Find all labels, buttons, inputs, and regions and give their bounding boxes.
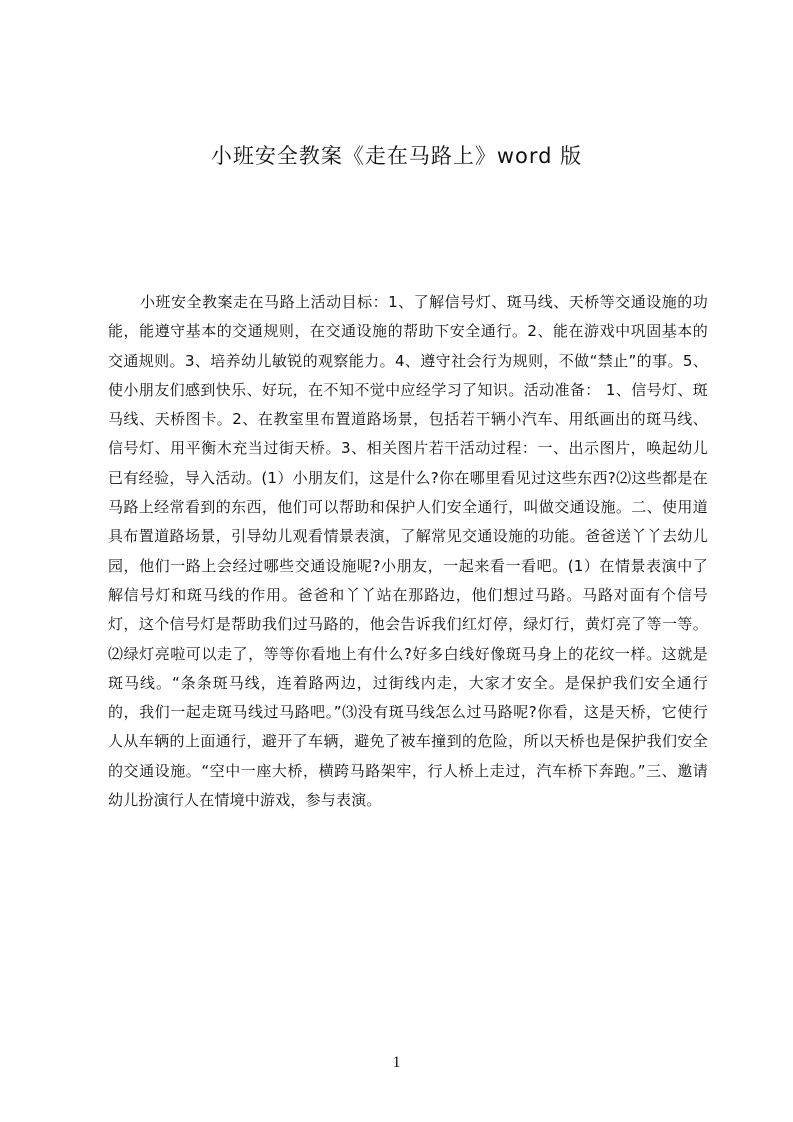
page-number: 1 xyxy=(392,1054,401,1071)
document-title: 小班安全教案《走在马路上》word 版 xyxy=(210,144,583,168)
document-body: 小班安全教案走在马路上活动目标：1、了解信号灯、斑马线、天桥等交通设施的功能，能遵守基本的交通规则，在交通设施的帮助下安全通行。2、能在游戏中巩固基本的交通规则。3、培养幼儿敏锐的观察能力。4、遵守社会行为规则，不做“禁止”的事。5、使小朋友们感到快乐、好玩，在不知不觉中应经学习了知识。活动准备： 1、信号灯、斑马线、天桥图卡。2、在教室里布置道路场景，包括若干辆小汽车、用纸画出的斑马线、信号灯、用平衡木充当过街天桥。3、相关图片若干活动过程：一、出示图片，唤起幼儿已有经验，导入活动。(1）小朋友们，这是什么?你在哪里看见过这些东西?⑵这些都是在马路上经常看到的东西，他们可以帮助和保护人们安全通行，叫做交通设施。二、使用道具布置道路场景，引导幼儿观看情景表演，了解常见交通设施的功能。爸爸送丫丫去幼儿园，他们一路上会经过哪些交通设施呢?小朋友，一起来看一看吧。(1）在情景表演中了解信号灯和斑马线的作用。爸爸和丫丫站在那路边，他们想过马路。马路对面有个信号灯，这个信号灯是帮助我们过马路的，他会告诉我们红灯停，绿灯行，黄灯亮了等一等。⑵绿灯亮啦可以走了，等等你看地上有什么?好多白线好像斑马身上的花纹一样。这就是斑马线。“条条斑马线，连着路两边，过街线内走，大家才安全。是保护我们安全通行的，我们一起走斑马线过马路吧。”⑶没有斑马线怎么过马路呢?你看，这是天桥，它使行人从车辆的上面通行，避开了车辆，避免了被车撞到的危险，所以天桥也是保护我们安全的交通设施。“空中一座大桥，横跨马路架牢，行人桥上走过，汽车桥下奔跑。”三、邀请幼儿扮演行人在情境中游戏，参与表演。 xyxy=(108,293,708,810)
